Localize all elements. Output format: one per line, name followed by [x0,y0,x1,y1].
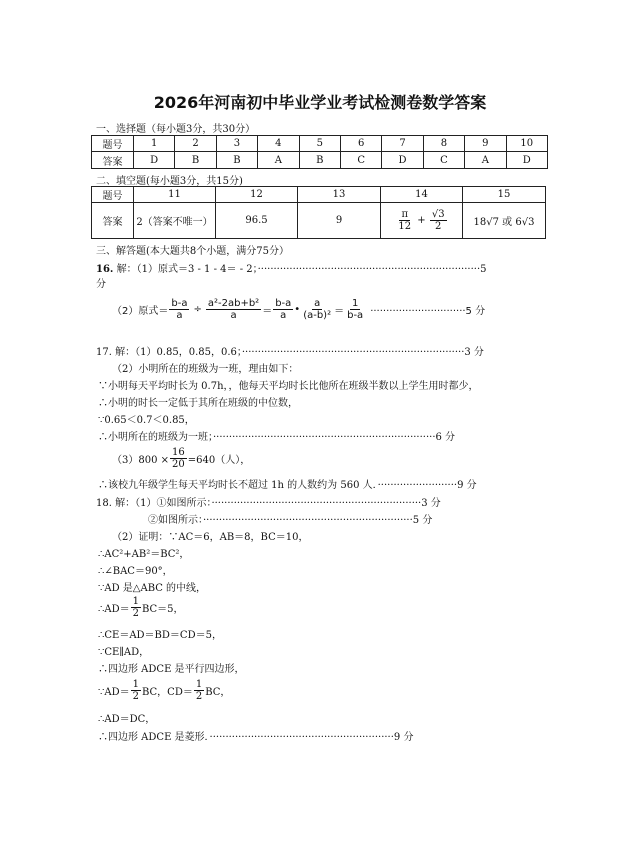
q18-line-2: ②如图所示：··································································5 分 [148,515,433,526]
answer-cell: B [299,152,340,169]
q18-line-11: ∵AD＝ $\frac{1}{2}$ BC，CD＝ $\frac{1}{2}$ BC， [98,679,231,702]
answer-cell: D [134,152,175,169]
row-label: 答案 [92,203,134,239]
row-label: 题号 [92,187,134,203]
fraction: $\frac{\pi}{12}$ [398,209,412,232]
answer-row [92,203,546,239]
q17-line-8: ∴该校九年级学生每天平均时长不超过 1h 的人数约为 560 人．·························9 分 [98,480,477,491]
fraction: $\frac{√3}{2}$ [431,209,445,232]
fraction: $\frac{a}{\text{(a-b)²}}$ [303,298,332,321]
q17-line-3: ∵小明每天平均时长为 0.7h，，他每天平均时长比他所在班级半数以上学生用时都少， [98,381,479,392]
fraction: $\frac{b-a}{a}$ [171,298,188,321]
q17-line-1: 17. 解：（1）0.85，0.85，0.6；······································································3 分 [96,347,484,358]
q16-part2: （2）原式＝ $\frac{b-a}{a}$ ÷ $\frac{\text{a²-2ab+b²}}{a}$ ＝ $\frac{b-a}{a}$ • $\frac{a}{\text{(a-b)²}}$ ＝ $\frac{1}{b-a}$ ······························5 分 [112,298,486,321]
q18-line-9: ∵CE∥AD， [98,647,150,658]
question-number: 4 [258,136,299,152]
answer-row [92,152,548,169]
q18-line-8: ∴CE＝AD＝BD＝CD＝5， [98,630,222,641]
row-label: 题号 [92,136,134,152]
fraction: $\frac{1}{2}$ [132,679,139,702]
q17-line-4: ∴小明的时长一定低于其所在班级的中位数， [98,398,298,409]
answer-cell: B [216,152,257,169]
q18-line-10: ∴四边形 ADCE 是平行四边形， [98,664,245,675]
question-number: 8 [423,136,464,152]
question-number-row [92,187,546,203]
q16-part1-tail: 分 [96,279,106,290]
question-number: 6 [340,136,381,152]
answer-14: $\frac{\pi}{12}$ + $\frac{√3}{2}$ [381,203,463,239]
question-number: 2 [175,136,216,152]
fraction: $\frac{1}{b-a}$ [347,298,364,321]
q16-number: 16. [96,264,114,275]
q17-line-5: ∵0.65＜0.7＜0.85， [98,415,195,426]
answer-cell: C [340,152,381,169]
section-2-heading: 二、填空题(每小题3分，共15分) [96,176,243,187]
answer-cell: C [423,152,464,169]
section-1-heading: 一、选择题（每小题3分，共30分） [96,124,256,135]
answer-cell: A [465,152,506,169]
question-number: 9 [465,136,506,152]
q18-line-7: ∴AD＝ $\frac{1}{2}$ BC＝5， [98,596,184,619]
answer-11: 2（答案不唯一） [134,203,216,239]
question-number: 1 [134,136,175,152]
fill-answer-table [91,186,546,239]
section-3-heading: 三、解答题(本大题共8个小题，满分75分） [96,246,289,257]
answer-12: 96.5 [216,203,298,239]
q18-line-1: 18. 解：（1）①如图所示：··································································3 分 [96,498,441,509]
answer-cell: D [382,152,423,169]
question-number: 3 [216,136,257,152]
q17-line-7: （3）800 × $\frac{16}{20}$ =640（人）， [112,447,251,470]
question-number: 5 [299,136,340,152]
q17-line-2: （2）小明所在的班级为一班，理由如下： [112,364,299,375]
q16-part1: 16. 解：（1）原式＝3 - 1 - 4＝ - 2；······································································5 [96,264,487,275]
page-title: 2026年河南初中毕业学业考试检测卷数学答案 [153,93,487,112]
q18-line-5: ∴∠BAC＝90°， [98,566,173,577]
choice-answer-table [91,135,548,169]
answer-13: 9 [298,203,381,239]
answer-cell: A [258,152,299,169]
q17-line-6: ∴小明所在的班级为一班；······································································6 分 [98,432,456,443]
question-number: 12 [216,187,298,203]
fraction: $\frac{\text{a²-2ab+b²}}{a}$ [207,298,260,321]
fraction: $\frac{1}{2}$ [132,596,139,619]
q18-line-3: （2）证明：∵AC＝6，AB＝8，BC＝10， [112,532,309,543]
row-label: 答案 [92,152,134,169]
fraction: $\frac{b-a}{a}$ [275,298,292,321]
answer-cell: D [506,152,547,169]
question-number: 14 [381,187,463,203]
question-number: 7 [382,136,423,152]
question-number: 15 [463,187,546,203]
question-number: 11 [134,187,216,203]
question-number: 10 [506,136,547,152]
answer-15: 18√7 或 6√3 [463,203,546,239]
question-number-row [92,136,548,152]
q18-line-12: ∴AD＝DC， [98,714,156,725]
fraction: $\frac{16}{20}$ [172,447,185,470]
question-number: 13 [298,187,381,203]
q18-line-4: ∴AC²+AB²＝BC²， [98,549,190,560]
q18-line-13: ∴四边形 ADCE 是菱形．··························································9 分 [98,732,414,743]
answer-cell: B [175,152,216,169]
fraction: $\frac{1}{2}$ [195,679,203,702]
q18-line-6: ∵AD 是△ABC 的中线， [98,583,207,594]
